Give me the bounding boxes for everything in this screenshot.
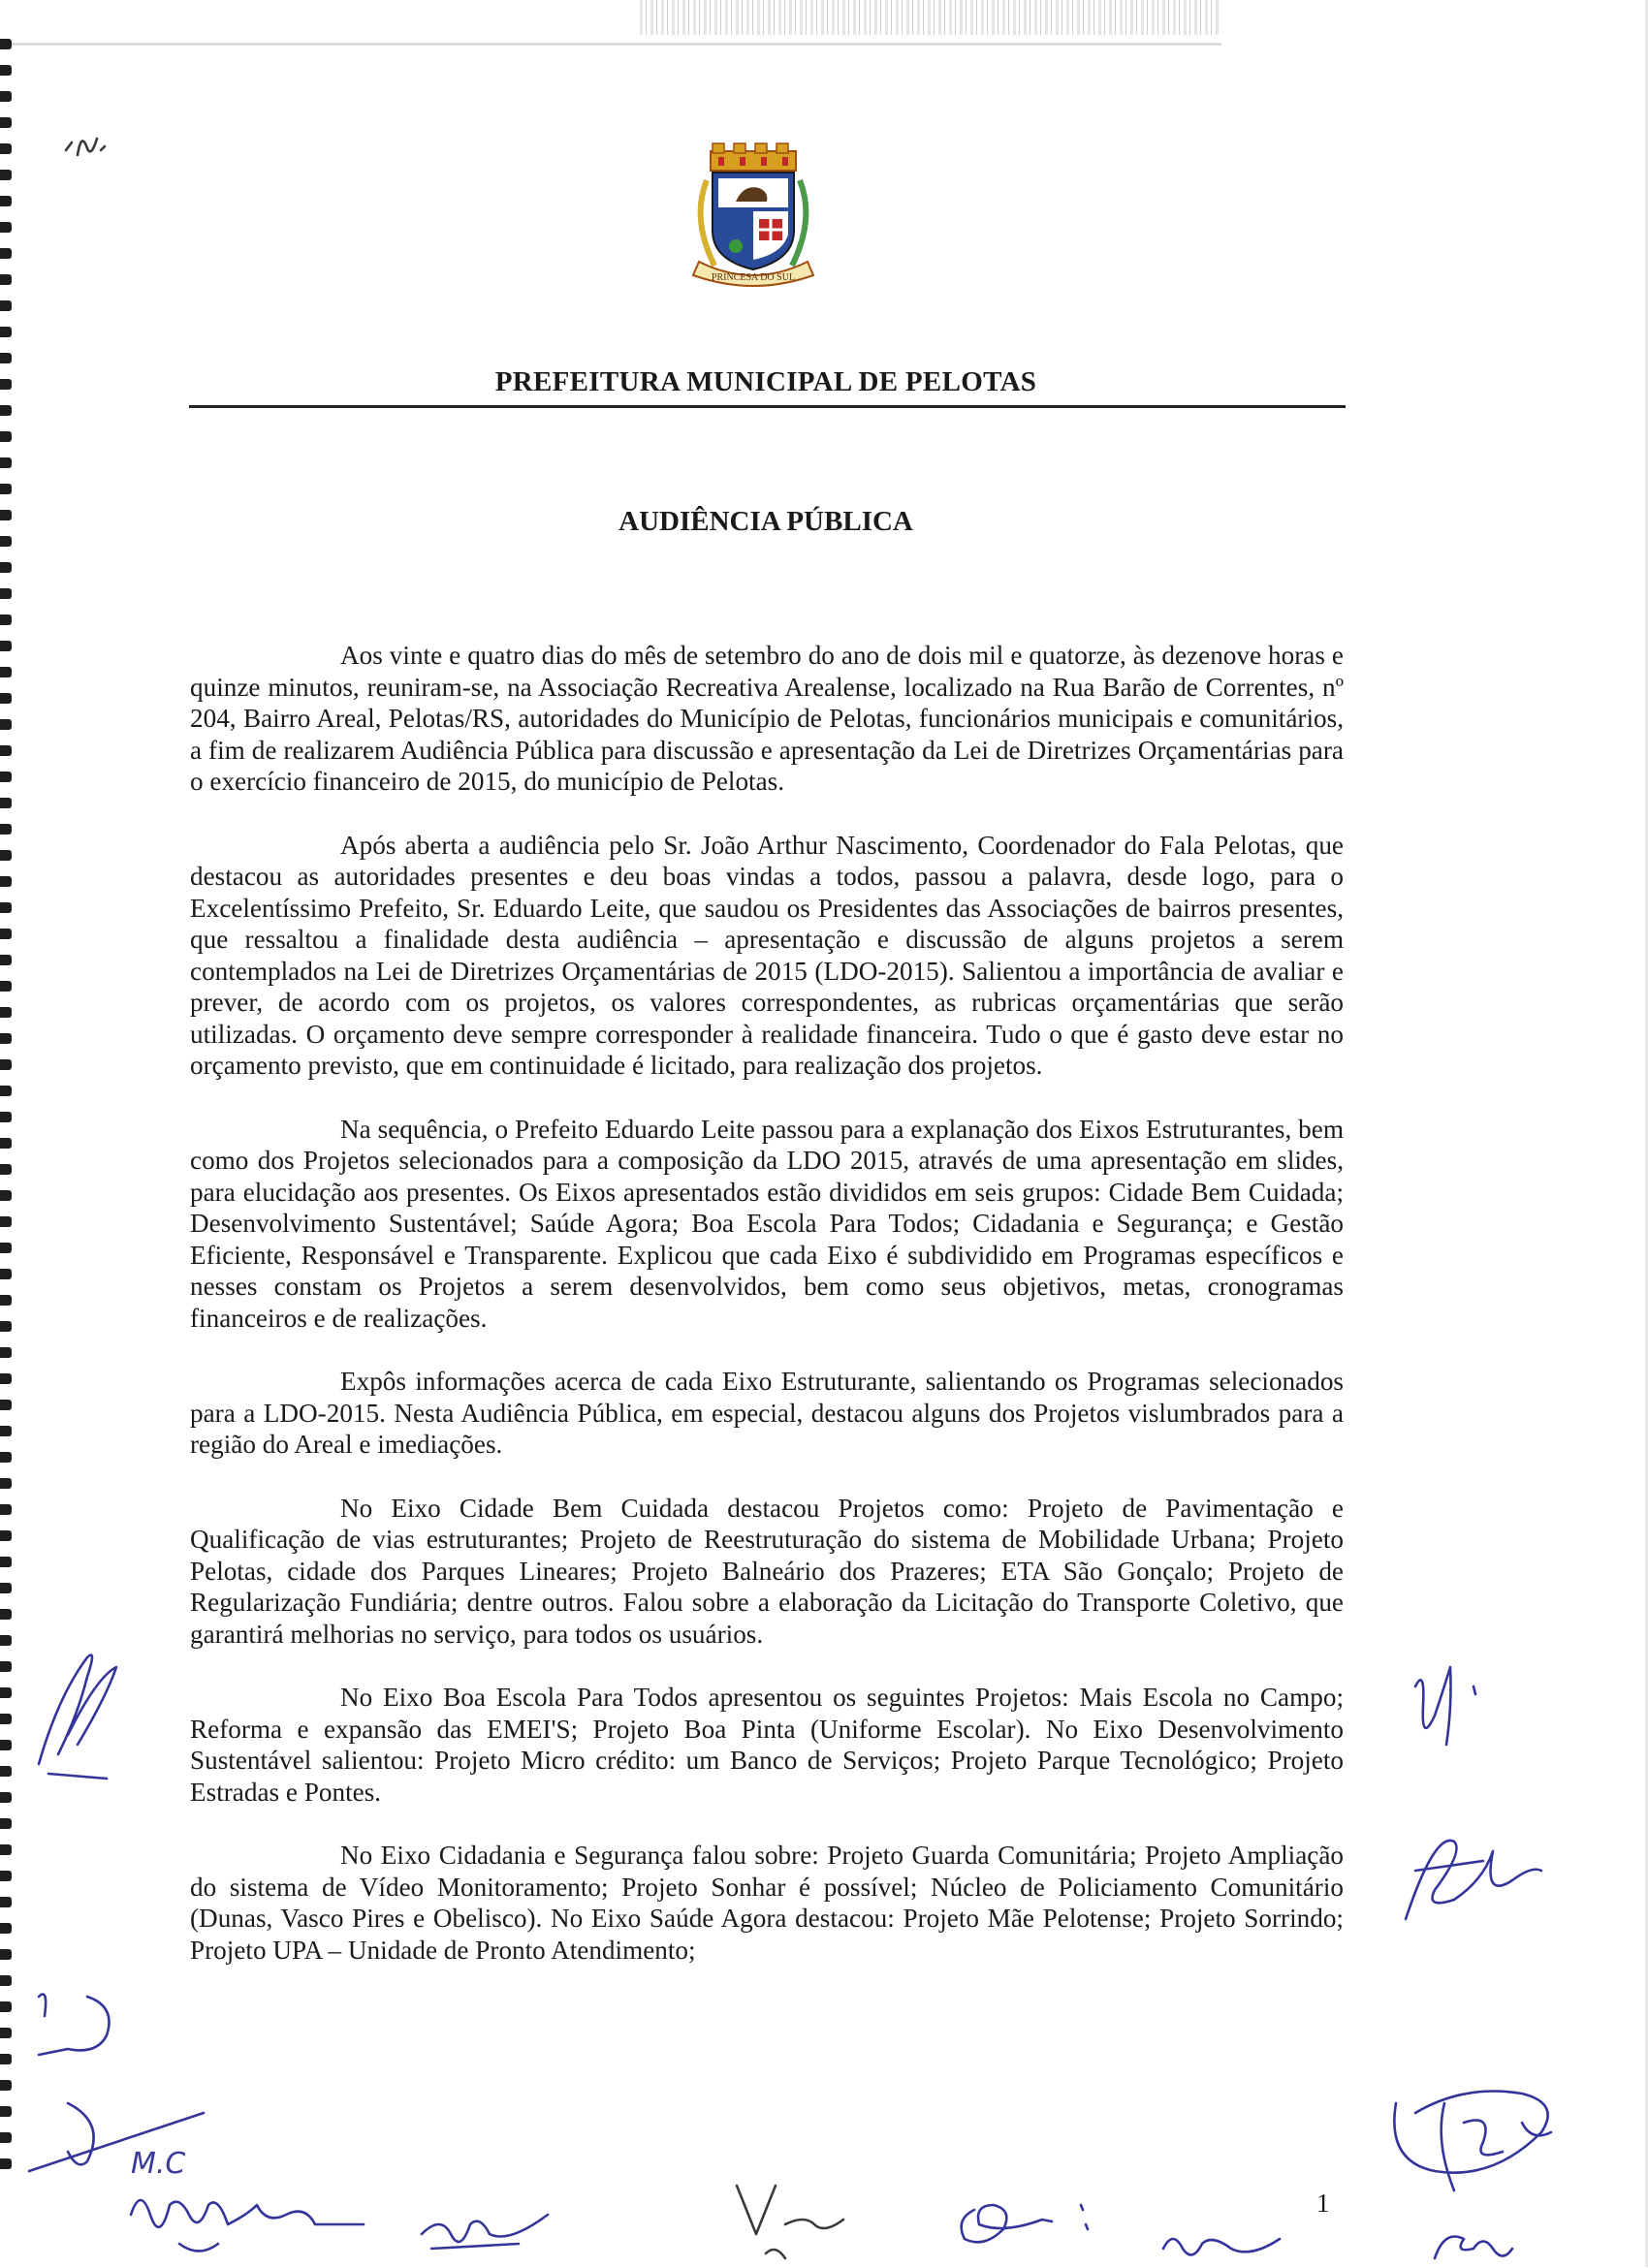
binding-hole — [0, 1530, 12, 1541]
pen-mark-top-left — [58, 121, 126, 170]
document-title: AUDIÊNCIA PÚBLICA — [618, 506, 913, 537]
binding-hole — [0, 2132, 12, 2143]
spiral-binding-holes — [0, 39, 14, 2200]
paragraph: Aos vinte e quatro dias do mês de setembro do ano de dois mil e quatorze, às dezenove horas e quinze minutos, reuniram-se, na Associação Recreativa Arealense, localizado na Rua Barão de Correntes, nº 204, Bairro Areal, Pelotas/RS, autoridades do Município de Pelotas, funcionários municipais e comunitários, a fim de realizarem Audiência Pública para discussão e apresentação da Lei de Diretrizes Orçamentárias para o exercício financeiro de 2015, do município de Pelotas. — [190, 641, 1344, 796]
binding-hole — [0, 1818, 12, 1829]
binding-hole — [0, 850, 12, 861]
binding-hole — [0, 1609, 12, 1620]
binding-hole — [0, 1321, 12, 1332]
page-number: 1 — [1316, 2189, 1330, 2218]
binding-hole — [0, 1635, 12, 1646]
binding-hole — [0, 1112, 12, 1122]
signature-bottom-3 — [727, 2166, 853, 2263]
binding-hole — [0, 772, 12, 782]
binding-hole — [0, 1583, 12, 1593]
binding-hole — [0, 510, 12, 520]
scan-artifact-line — [0, 43, 1221, 46]
signature-bottom-5 — [1154, 2220, 1299, 2268]
binding-hole — [0, 39, 12, 49]
binding-hole — [0, 1190, 12, 1201]
binding-hole — [0, 1478, 12, 1489]
handwritten-initials: M.C — [131, 2147, 186, 2181]
binding-hole — [0, 457, 12, 468]
binding-hole — [0, 588, 12, 599]
municipality-header: PREFEITURA MUNICIPAL DE PELOTAS — [494, 366, 1037, 397]
binding-hole — [0, 1949, 12, 1960]
binding-hole — [0, 2158, 12, 2169]
signature-right-1 — [1396, 1648, 1503, 1764]
paragraph: No Eixo Boa Escola Para Todos apresentou os seguintes Projetos: Mais Escola no Campo; Reforma e expansão das EMEI'S; Projeto Boa Pinta (Uniforme Escolar). No Eixo Desenvolvimento Sustentável salientou: Projeto Micro crédito: um Banco de Serviços; Projeto Parque Tecnológico; Projeto Estradas e Pontes. — [190, 1683, 1344, 1807]
binding-hole — [0, 1007, 12, 1018]
paragraph: Na sequência, o Prefeito Eduardo Leite passou para a explanação dos Eixos Estruturantes, bem como dos Projetos selecionados para a composição da LDO 2015, através de uma apresentação em slides, para elucidação aos presentes. Os Eixos apresentados estão divididos em seis grupos: Cidade Bem Cuidada; Desenvolvimento Sustentável; Saúde Agora; Boa Escola Para Todos; Cidadania e Segurança; e Gestão Eficiente, Responsável e Transparente. Explicou que cada Eixo é subdividido em Programas específicos e nesses constam os Projetos a serem desenvolvidos, bem como seus objetivos, metas, cronogramas financeiros e de realizações. — [190, 1114, 1344, 1333]
document-body — [190, 640, 1344, 1998]
binding-hole — [0, 1452, 12, 1463]
binding-hole — [0, 981, 12, 992]
binding-hole — [0, 2001, 12, 2012]
binding-hole — [0, 641, 12, 651]
binding-hole — [0, 1164, 12, 1175]
binding-hole — [0, 902, 12, 913]
signature-bottom-4 — [945, 2181, 1120, 2258]
binding-hole — [0, 1766, 12, 1777]
binding-hole — [0, 1844, 12, 1855]
binding-hole — [0, 693, 12, 704]
header-divider — [189, 405, 1346, 408]
signature-left-1 — [19, 1638, 136, 1783]
binding-hole — [0, 484, 12, 494]
binding-hole — [0, 1426, 12, 1436]
signature-bottom-6 — [1425, 2220, 1522, 2267]
binding-hole — [0, 667, 12, 677]
binding-hole — [0, 1687, 12, 1698]
binding-hole — [0, 1897, 12, 1907]
binding-hole — [0, 65, 12, 76]
binding-hole — [0, 117, 12, 128]
binding-hole — [0, 222, 12, 233]
binding-hole — [0, 2028, 12, 2038]
signature-bottom-2 — [412, 2195, 557, 2263]
binding-hole — [0, 2080, 12, 2091]
binding-hole — [0, 248, 12, 259]
binding-hole — [0, 1557, 12, 1567]
binding-hole — [0, 1792, 12, 1803]
binding-hole — [0, 2106, 12, 2117]
binding-hole — [0, 1740, 12, 1750]
binding-hole — [0, 536, 12, 547]
binding-hole — [0, 1269, 12, 1279]
binding-hole — [0, 1138, 12, 1149]
binding-hole — [0, 929, 12, 939]
binding-hole — [0, 1400, 12, 1410]
binding-hole — [0, 196, 12, 206]
binding-hole — [0, 876, 12, 887]
signature-right-2 — [1386, 1812, 1551, 1948]
binding-hole — [0, 798, 12, 808]
binding-hole — [0, 1714, 12, 1724]
paragraph: Após aberta a audiência pelo Sr. João Arthur Nascimento, Coordenador do Fala Pelotas, que destacou as autoridades presentes e deu boas vindas a todos, passou a palavra, desde logo, para o Excelentíssimo Prefeito, Sr. Eduardo Leite, que saudou os Presidentes das Associações de bairros presentes, que ressaltou a finalidade desta audiência – apresentação e discussão de alguns projetos a serem contemplados na Lei de Diretrizes Orçamentárias de 2015 (LDO-2015). Salientou a importância de avaliar e prever, de acordo com os projetos, os valores correspondentes, as rubricas orçamentárias que serão utilizadas. O orçamento deve sempre corresponder à realidade financeira. Tudo o que é gasto deve estar no orçamento previsto, que em continuidade é licitado, para realização dos projetos. — [190, 830, 1344, 1080]
binding-hole — [0, 1295, 12, 1306]
binding-hole — [0, 1871, 12, 1881]
binding-hole — [0, 1216, 12, 1227]
binding-hole — [0, 1086, 12, 1096]
scan-artifact-top — [640, 0, 1221, 35]
binding-hole — [0, 1347, 12, 1358]
binding-hole — [0, 745, 12, 756]
binding-hole — [0, 1661, 12, 1672]
coat-of-arms-emblem — [685, 142, 821, 287]
signature-left-2 — [29, 1977, 136, 2064]
binding-hole — [0, 327, 12, 337]
binding-hole — [0, 379, 12, 390]
binding-hole — [0, 824, 12, 835]
binding-hole — [0, 405, 12, 416]
binding-hole — [0, 1033, 12, 1044]
binding-hole — [0, 1373, 12, 1384]
binding-hole — [0, 955, 12, 965]
binding-hole — [0, 170, 12, 180]
paragraph: Expôs informações acerca de cada Eixo Estruturante, salientando os Programas selecionados para a LDO-2015. Nesta Audiência Pública, em especial, destacou alguns dos Projetos vislumbrados para a região do Areal e imediações. — [190, 1367, 1344, 1459]
binding-hole — [0, 143, 12, 154]
signature-right-3 — [1377, 2064, 1570, 2200]
binding-hole — [0, 719, 12, 730]
binding-hole — [0, 1504, 12, 1515]
svg-text:PRINCESA DO SUL: PRINCESA DO SUL — [711, 272, 796, 283]
binding-hole — [0, 431, 12, 442]
binding-hole — [0, 2054, 12, 2064]
paragraph: No Eixo Cidade Bem Cuidada destacou Projetos como: Projeto de Pavimentação e Qualificação de vias estruturantes; Projeto de Reestruturação do sistema de Mobilidade Urbana; Projeto Pelotas, cidade dos Parques Lineares; Projeto Balneário dos Prazeres; ETA São Gonçalo; Projeto de Regularização Fundiária; dentre outros. Falou sobre a elaboração da Licitação do Transporte Coletivo, que garantirá melhorias no serviço, para todos os usuários. — [190, 1493, 1344, 1649]
binding-hole — [0, 562, 12, 573]
signature-bottom-1 — [121, 2166, 373, 2263]
paragraph: No Eixo Cidadania e Segurança falou sobre: Projeto Guarda Comunitária; Projeto Ampliação do sistema de Vídeo Monitoramento; Projeto Sonhar é possível; Núcleo de Policiamento Comunitário (Dunas, Vasco Pires e Obelisco). No Eixo Saúde Agora destacou: Projeto Mãe Pelotense; Projeto Sorrindo; Projeto UPA – Unidade de Pronto Atendimento; — [190, 1841, 1344, 1965]
binding-hole — [0, 1923, 12, 1934]
binding-hole — [0, 353, 12, 363]
binding-hole — [0, 274, 12, 285]
binding-hole — [0, 1975, 12, 1986]
binding-hole — [0, 1059, 12, 1070]
binding-hole — [0, 1243, 12, 1253]
binding-hole — [0, 91, 12, 102]
binding-hole — [0, 614, 12, 625]
binding-hole — [0, 300, 12, 311]
